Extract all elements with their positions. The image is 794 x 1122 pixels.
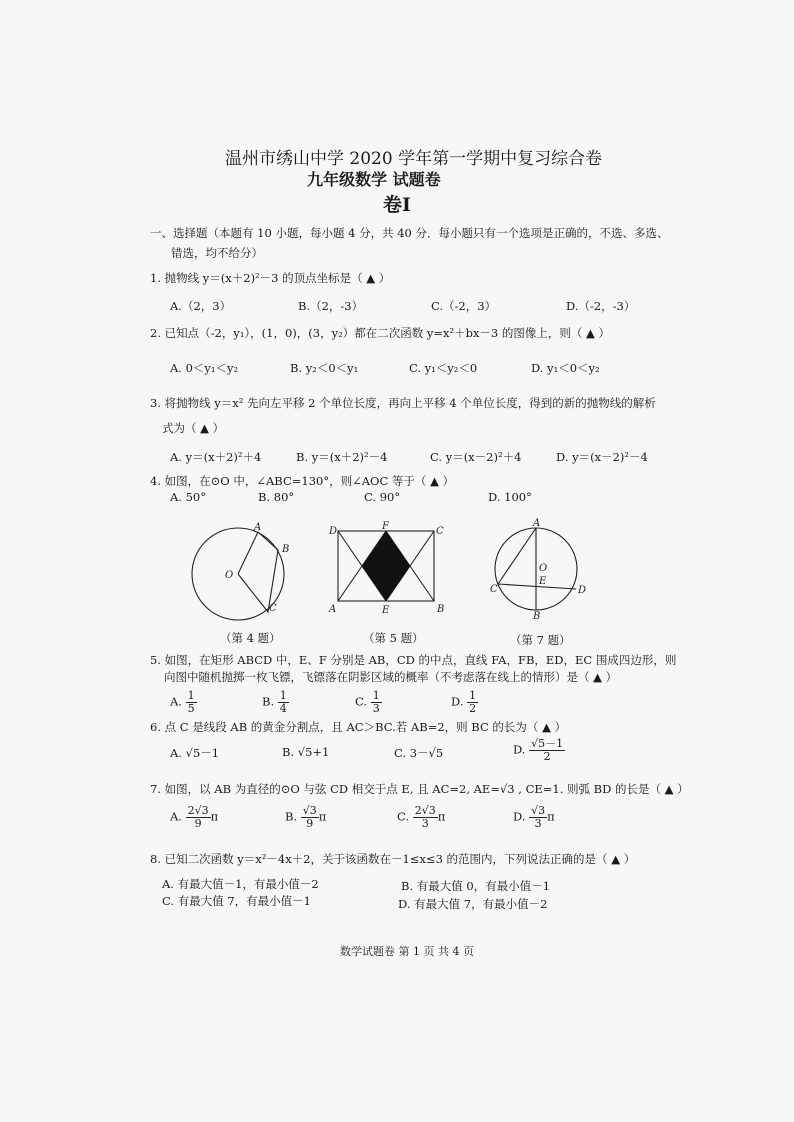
q7-option-b xyxy=(285,805,326,830)
q3-option-a: A. y＝(x＋2)²＋4 xyxy=(170,450,262,464)
q8-option-a: A. 有最大值－1，有最小值－2 xyxy=(162,877,319,891)
exam-subtitle: 九年级数学 试题卷 xyxy=(307,170,441,189)
q4-option-a: A. 50° xyxy=(170,490,206,504)
q7-option-d-pi: π xyxy=(547,809,555,824)
q5-option-b xyxy=(262,690,289,715)
f5-label-C: C xyxy=(436,526,444,537)
q7-option-c-letter: C. xyxy=(397,809,410,824)
figure-q7 xyxy=(495,528,577,610)
q5-option-c-fraction: $\frac{1}{3}$ xyxy=(372,689,380,715)
q7-option-d xyxy=(513,805,555,830)
q2-option-c: C. y₁＜y₂＜0 xyxy=(409,361,478,375)
section-heading-line1: 一、选择题（本题有 10 小题，每小题 4 分，共 40 分．每小题只有一个选项是正确的，不选、多选、 xyxy=(150,226,669,240)
q4-stem: 4. 如图，在⊙O 中，∠ABC=130°，则∠AOC 等于（ ▲ ） xyxy=(150,474,455,488)
f7-label-B: B xyxy=(533,611,541,622)
q7-option-c-fraction: $\frac{2√3}{3}$ xyxy=(414,804,436,830)
q5-stem-line1: 5. 如图，在矩形 ABCD 中，E、F 分别是 AB，CD 的中点，直线 FA，FB，ED，EC 围成四边形，则 xyxy=(150,653,677,667)
q8-option-d: D. 有最大值 7，有最小值－2 xyxy=(398,897,548,911)
q1-option-b: B.（2，-3） xyxy=(298,299,364,313)
q5-option-b-fraction: $\frac{1}{4}$ xyxy=(279,689,287,715)
q7-option-b-fraction: $\frac{√3}{9}$ xyxy=(302,804,317,830)
q7-option-d-fraction: $\frac{√3}{3}$ xyxy=(531,804,546,830)
q7-option-a-fraction: $\frac{2√3}{9}$ xyxy=(187,804,209,830)
q6-option-a: A. √5－1 xyxy=(170,746,220,760)
exam-title: 温州市绣山中学 2020 学年第一学期中复习综合卷 xyxy=(225,149,603,169)
f7-label-O: O xyxy=(539,563,548,574)
f5-label-A: A xyxy=(329,604,337,615)
page-footer: 数学试题卷 第 1 页 共 4 页 xyxy=(340,945,474,958)
q6-stem: 6. 点 C 是线段 AB 的黄金分割点，且 AC＞BC.若 AB=2，则 BC 的长为（ ▲ ） xyxy=(150,720,567,734)
q8-option-c: C. 有最大值 7，有最小值－1 xyxy=(162,894,311,908)
q1-stem: 1. 抛物线 y＝(x＋2)²－3 的顶点坐标是（ ▲ ） xyxy=(150,271,391,285)
q7-option-d-letter: D. xyxy=(513,809,526,824)
f5-label-E: E xyxy=(382,605,390,616)
f5-label-F: F xyxy=(382,521,389,532)
q7-stem: 7. 如图，以 AB 为直径的⊙O 与弦 CD 相交于点 E, 且 AC=2, AE=√3 , CE=1. 则弧 BD 的长是（ ▲ ） xyxy=(150,782,689,796)
q6-option-d-letter: D. xyxy=(513,742,526,757)
f5-label-B: B xyxy=(437,604,445,615)
q5-option-b-letter: B. xyxy=(262,694,275,709)
q3-stem-line1: 3. 将抛物线 y＝x² 先向左平移 2 个单位长度，再向上平移 4 个单位长度，得到的新的抛物线的解析 xyxy=(150,396,656,410)
q2-option-b: B. y₂＜0＜y₁ xyxy=(290,361,359,375)
q6-option-d xyxy=(513,738,565,763)
q5-option-c xyxy=(355,690,382,715)
volume-label: 卷Ⅰ xyxy=(383,194,411,216)
f7-label-D: D xyxy=(578,585,587,596)
q5-option-d-fraction: $\frac{1}{2}$ xyxy=(469,689,477,715)
q5-option-c-letter: C. xyxy=(355,694,368,709)
f4-label-C: C xyxy=(269,603,277,614)
q7-option-b-letter: B. xyxy=(285,809,298,824)
figure-q5-caption: （第 5 题） xyxy=(363,631,424,645)
f4-label-O: O xyxy=(225,570,234,581)
q1-option-d: D.（-2，-3） xyxy=(566,299,636,313)
q7-option-c-pi: π xyxy=(437,809,446,824)
q2-option-a: A. 0＜y₁＜y₂ xyxy=(170,361,239,375)
q3-option-c: C. y＝(x－2)²＋4 xyxy=(430,450,522,464)
q6-option-b: B. √5+1 xyxy=(282,745,330,759)
q2-option-d: D. y₁＜0＜y₂ xyxy=(531,361,600,375)
q2-stem: 2. 已知点（-2，y₁），(1，0)，(3，y₂）都在二次函数 y=x²＋bx－3 的图像上，则（ ▲ ） xyxy=(150,326,611,340)
q6-option-d-fraction: $\frac{√5-1}{2}$ xyxy=(531,737,564,763)
q3-stem-line2: 式为（ ▲ ） xyxy=(162,421,225,435)
figure-q4-caption: （第 4 题） xyxy=(220,631,281,645)
f7-label-A: A xyxy=(533,518,541,529)
q1-option-a: A.（2，3） xyxy=(170,299,232,313)
q7-option-a-pi: π xyxy=(210,809,219,824)
f5-shaded-region xyxy=(362,531,410,601)
q7-option-c xyxy=(397,805,445,830)
f7-label-E: E xyxy=(539,576,547,587)
q4-option-b: B. 80° xyxy=(258,490,295,504)
q3-option-b: B. y＝(x＋2)²－4 xyxy=(296,450,388,464)
f5-label-D: D xyxy=(329,526,338,537)
q4-option-c: C. 90° xyxy=(364,490,401,504)
q8-stem: 8. 已知二次函数 y＝x²－4x＋2，关于该函数在－1≤x≤3 的范围内，下列说法正确的是（ ▲ ） xyxy=(150,852,636,866)
figure-q7-labels xyxy=(490,518,586,622)
q5-option-a-fraction: $\frac{1}{5}$ xyxy=(187,689,195,715)
q5-option-d xyxy=(451,690,478,715)
q5-option-d-letter: D. xyxy=(451,694,464,709)
q6-option-c: C. 3－√5 xyxy=(394,746,444,760)
q7-option-a-letter: A. xyxy=(170,809,182,824)
q1-option-c: C.（-2，3） xyxy=(431,299,497,313)
q5-stem-line2: 向图中随机抛掷一枚飞镖，飞镖落在阴影区域的概率（不考虑落在线上的情形）是（ ▲ ） xyxy=(164,670,618,684)
q8-option-b: B. 有最大值 0，有最小值－1 xyxy=(401,879,551,893)
q5-option-a-letter: A. xyxy=(170,694,182,709)
q7-option-a xyxy=(170,805,218,830)
f7-label-C: C xyxy=(490,584,498,595)
q4-option-d: D. 100° xyxy=(488,490,532,504)
q7-option-b-pi: π xyxy=(318,809,327,824)
q5-option-a xyxy=(170,690,197,715)
figure-q4-labels xyxy=(225,522,289,614)
section-heading-line2: 错选，均不给分） xyxy=(171,246,263,260)
q3-option-d: D. y＝(x－2)²－4 xyxy=(556,450,648,464)
figure-q7-caption: （第 7 题） xyxy=(510,633,571,647)
f4-label-B: B xyxy=(282,544,290,555)
f4-label-A: A xyxy=(254,522,262,533)
